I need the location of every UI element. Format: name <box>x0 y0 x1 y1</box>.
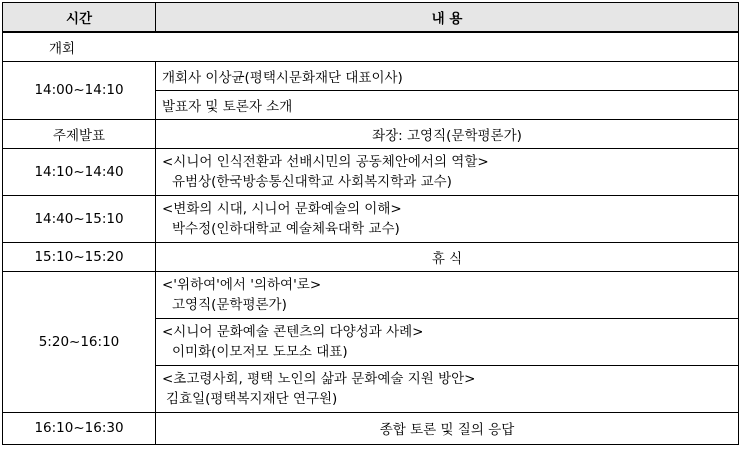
break-time: 15:10~15:20 <box>3 242 156 271</box>
talk3-cell <box>156 271 739 318</box>
opening-label: 개회 <box>3 32 739 61</box>
talk1-title: <시니어 인식전환과 선배시민의 공동체안에서의 역할> <box>162 153 489 170</box>
talk4-speaker: 이미화(이모저모 도모소 대표) <box>172 343 348 360</box>
keynote-chair: 좌장: 고영직(문학평론가) <box>156 119 739 148</box>
talk4-title: <시니어 문화예술 콘텐츠의 다양성과 사례> <box>162 323 424 340</box>
talk1-speaker: 유범상(한국방송통신대학교 사회복지학과 교수) <box>172 173 452 190</box>
keynote-label: 주제발표 <box>3 119 156 148</box>
table-row <box>3 242 739 271</box>
talk2-time: 14:40~15:10 <box>3 195 156 242</box>
content-column-header: 내 용 <box>156 3 739 33</box>
talk2-title: <변화의 시대, 시니어 문화예술의 이해> <box>162 200 402 217</box>
talk3-speaker: 고영직(문학평론가) <box>172 296 287 313</box>
schedule-table <box>2 2 739 445</box>
discussion-label: 종합 토론 및 질의 응답 <box>156 412 739 444</box>
table-row <box>3 119 739 148</box>
opening-time: 14:00~14:10 <box>3 61 156 119</box>
table-row <box>3 412 739 444</box>
table-row <box>3 148 739 195</box>
talk5-title: <초고령사회, 평택 노인의 삶과 문화예술 지원 방안> <box>162 370 476 387</box>
talk5-speaker: 김효일(평택복지재단 연구원) <box>166 390 338 407</box>
break-label: 휴 식 <box>156 242 739 271</box>
header-row <box>3 3 739 33</box>
talk2-speaker: 박수정(인하대학교 예술체육대학 교수) <box>172 220 400 237</box>
talk1-cell <box>156 148 739 195</box>
table-row <box>3 195 739 242</box>
talk4-cell <box>156 318 739 365</box>
opening-speech: 개회사 이상균(평택시문화재단 대표이사) <box>156 61 739 90</box>
table-row <box>3 271 739 318</box>
talk3-time: 5:20~16:10 <box>3 271 156 412</box>
talk5-cell <box>156 365 739 412</box>
table-row <box>3 32 739 61</box>
introductions: 발표자 및 토론자 소개 <box>156 90 739 119</box>
table-row <box>3 61 739 90</box>
talk1-time: 14:10~14:40 <box>3 148 156 195</box>
discussion-time: 16:10~16:30 <box>3 412 156 444</box>
talk3-title: <'위하여'에서 '의하여'로> <box>162 276 322 293</box>
talk2-cell <box>156 195 739 242</box>
time-column-header: 시간 <box>3 3 156 33</box>
